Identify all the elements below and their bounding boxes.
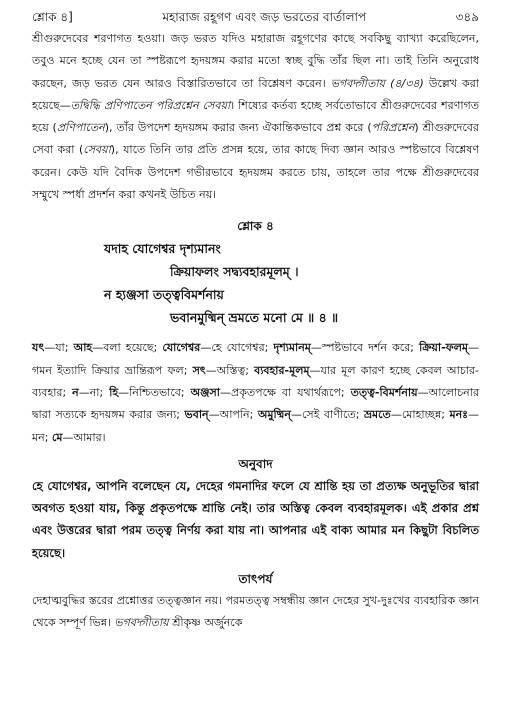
synonym-meaning: যা xyxy=(55,341,65,355)
synonym-word: মনঃ xyxy=(449,408,469,422)
scripture-reference: ভগবদ্গীতায় xyxy=(114,616,169,630)
synonym-meaning: নিশ্চিতভাবে xyxy=(129,385,181,399)
synonym-meaning: আপনি xyxy=(219,408,250,422)
synonym-word: ক্রিয়া-ফলম্ xyxy=(419,341,469,355)
verse-line: ক্রিয়াফলং সদ্ব্যবহারমূলম্ । xyxy=(170,264,299,280)
verse-line: যদাহ যোগেশ্বর দৃশ্যমানং xyxy=(104,241,221,257)
quoted-verse: তদ্বিদ্ধি প্রণিপাতেন পরিপ্রশ্নেন সেবয়া xyxy=(70,98,231,112)
synonym-word: ভবান্ xyxy=(184,408,209,422)
synonym-meaning: স্পষ্টভাবে দর্শন করে xyxy=(321,341,411,355)
synonym-word: অমুষ্মিন্ xyxy=(257,408,291,422)
synonym-word: হি xyxy=(109,385,119,399)
page-number: ৩৪৯ xyxy=(455,10,479,24)
verse-line: ন হ্যঞ্জসা তত্ত্ববিমর্শনায় xyxy=(104,287,224,303)
chapter-verse-label: শ্লোক ৪] xyxy=(32,10,73,24)
synonym-meaning: প্রকৃতপক্ষে বা যথার্থরূপে xyxy=(230,385,341,399)
purport-heading: তাৎপর্য xyxy=(238,572,273,587)
synonym-meaning: সেই বাণীতে xyxy=(301,408,356,422)
synonym-meaning: না xyxy=(89,385,100,399)
synonym-meaning: হে যোগেশ্বর xyxy=(211,341,265,355)
synonym-word: ভ্রমতে xyxy=(363,408,391,422)
intro-text: ) শ্রীগুরুদেবের সেবা করা ( xyxy=(32,121,479,157)
purport-text: দেহাত্মবুদ্ধির স্তরের প্রশ্নোত্তর তত্ত্বজ্ঞান নয়। পরমতত্ত্ব সম্বন্ধীয় জ্ঞান দেহের সুখ-দুঃখের ব্যবহারিক জ্ঞান থেকে সম্পূর্ণ ভিন্ন। xyxy=(32,594,479,630)
verse-line: ভবানমুষ্মিন্ ভ্রমতে মনো মে ॥ ৪ ॥ xyxy=(170,310,339,326)
synonym-meaning: বলা হয়েছে xyxy=(103,341,154,355)
purport-paragraph xyxy=(32,590,479,635)
synonym-meaning: গমন ইত্যাদি ক্রিয়ার ভ্রান্তিরূপ ফল xyxy=(32,363,184,377)
intro-text: ), তাঁর উপদেশ হৃদয়ঙ্গম করার জন্য ঐকান্তিকভাবে প্রশ্ন করে ( xyxy=(104,121,372,135)
translation-text: হে যোগেশ্বর, আপনি বলেছেন যে, দেহের গমনাদির ফলে যে শ্রান্তি হয় তা প্রত্যক্ষ অনুভূতির দ্বারা অবগত হওয়া যায়, কিন্তু প্রকৃতপক্ষে শ্রান্তি নেই। তার অস্তিত্ব কেবল ব্যবহারমূলক। এই প্রকার প্রশ্ন এবং উত্তরের দ্বারা পরম তত্ত্ব নির্ণয় করা যায় না। আপনার এই বাক্য আমার মন কিছুটা বিচলিত হয়েছে। xyxy=(32,478,479,560)
intro-paragraph xyxy=(32,28,479,206)
intro-text: ), যাতে তিনি তার প্রতি প্রসন্ন হয়ে, তার কাছে দিব্য জ্ঞান আরও স্পষ্টভাবে বিশ্লেষণ করেন। কেউ যদি বৈদিক উপদেশ গভীরভাবে হৃদয়ঙ্গম করতে চায়, তাহলে তার পক্ষে শ্রীগুরুদেবের সম্মুখে স্পর্ধা প্রদর্শন করা কখনই উচিত নয়। xyxy=(32,143,480,202)
synonym-word: ব্যবহার-মূলম্ xyxy=(254,363,310,377)
synonym-meaning: যার মূল কারণ হচ্ছে কেবল আচার-ব্যবহার xyxy=(32,363,480,399)
synonym-meaning: অস্তিত্ব xyxy=(216,363,246,377)
synonym-word: দৃশ্যমানম্ xyxy=(273,341,311,355)
synonym-word: সৎ xyxy=(192,363,206,377)
verse-block xyxy=(32,237,479,329)
chapter-title: মহারাজ রহূগণ এবং জড় ভরতের বার্তালাপ xyxy=(162,10,367,24)
sanskrit-term: প্রণিপাতেন xyxy=(56,121,105,135)
synonym-word: যৎ xyxy=(32,341,45,355)
purport-text: শ্রীকৃষ্ণ অর্জুনকে xyxy=(168,616,243,630)
intro-text: শ্রীগুরুদেবের শরণাগত হওয়া। জড় ভরত যদিও মহারাজ রহূগণের কাছে সবকিছু ব্যাখ্যা করেছিলেন, তবুও মনে হচ্ছে যেন তা স্পষ্টরূপে হৃদয়ঙ্গম করার মতো স্বচ্ছ বুদ্ধি তাঁর ছিল না। তাই তিনি অনুরোধ করছেন, জড় ভরত যেন আরও বিস্তারিতভাবে তা বিশ্লেষণ করেন। xyxy=(32,32,479,90)
intro-text: । শিষ্যের কর্তব্য হচ্ছে সর্বতোভাবে শ্রীগুরুদেবের শরণাগত হয়ে ( xyxy=(32,98,479,135)
synonym-meaning: মন xyxy=(32,430,45,444)
synonym-meaning: মোহাচ্ছন্ন xyxy=(401,408,442,422)
scripture-reference: ভগবদ্গীতায় (৪/৩৪) xyxy=(330,76,424,90)
synonym-meaning: আলোচনার দ্বারা সত্যকে হৃদয়ঙ্গম করার জন্য xyxy=(32,385,479,422)
verse-heading: শ্লোক ৪ xyxy=(237,219,274,234)
running-header xyxy=(32,6,479,28)
synonym-word: যোগেশ্বর xyxy=(162,341,201,355)
translation-heading: অনুবাদ xyxy=(238,456,273,471)
synonym-word: অঞ্জসা xyxy=(190,385,220,399)
synonym-word: আহ xyxy=(73,341,93,355)
word-meanings: যৎ—যা; আহ—বলা হয়েছে; যোগেশ্বর—হে যোগেশ্বর; দৃশ্যমানম্—স্পষ্টভাবে দর্শন করে; ক্রিয়া-ফলম্—গমন ইত্যাদি ক্রিয়ার ভ্রান্তিরূপ ফল; সৎ—অস্তিত্ব; ব্যবহার-মূলম্—যার মূল কারণ হচ্ছে কেবল আচার-ব্যবহার; ন—না; হি—নিশ্চিতভাবে; অঞ্জসা—প্রকৃতপক্ষে বা যথার্থরূপে; তত্ত্ব-বিমর্শনায়—আলোচনার দ্বারা সত্যকে হৃদয়ঙ্গম করার জন্য; ভবান্—আপনি; অমুষ্মিন্—সেই বাণীতে; ভ্রমতে—মোহাচ্ছন্ন; মনঃ—মন; মে—আমার। xyxy=(32,341,480,444)
sanskrit-term: সেবয়া xyxy=(83,143,111,157)
synonym-word: মে xyxy=(51,430,63,444)
intro-text: উল্লেখ করা হয়েছে— xyxy=(32,76,479,112)
synonym-meaning: আমার xyxy=(73,430,102,444)
synonym-word: তত্ত্ব-বিমর্শনায় xyxy=(350,385,418,399)
synonym-word: ন xyxy=(72,385,79,399)
sanskrit-term: পরিপ্রশ্নেন xyxy=(371,121,415,135)
